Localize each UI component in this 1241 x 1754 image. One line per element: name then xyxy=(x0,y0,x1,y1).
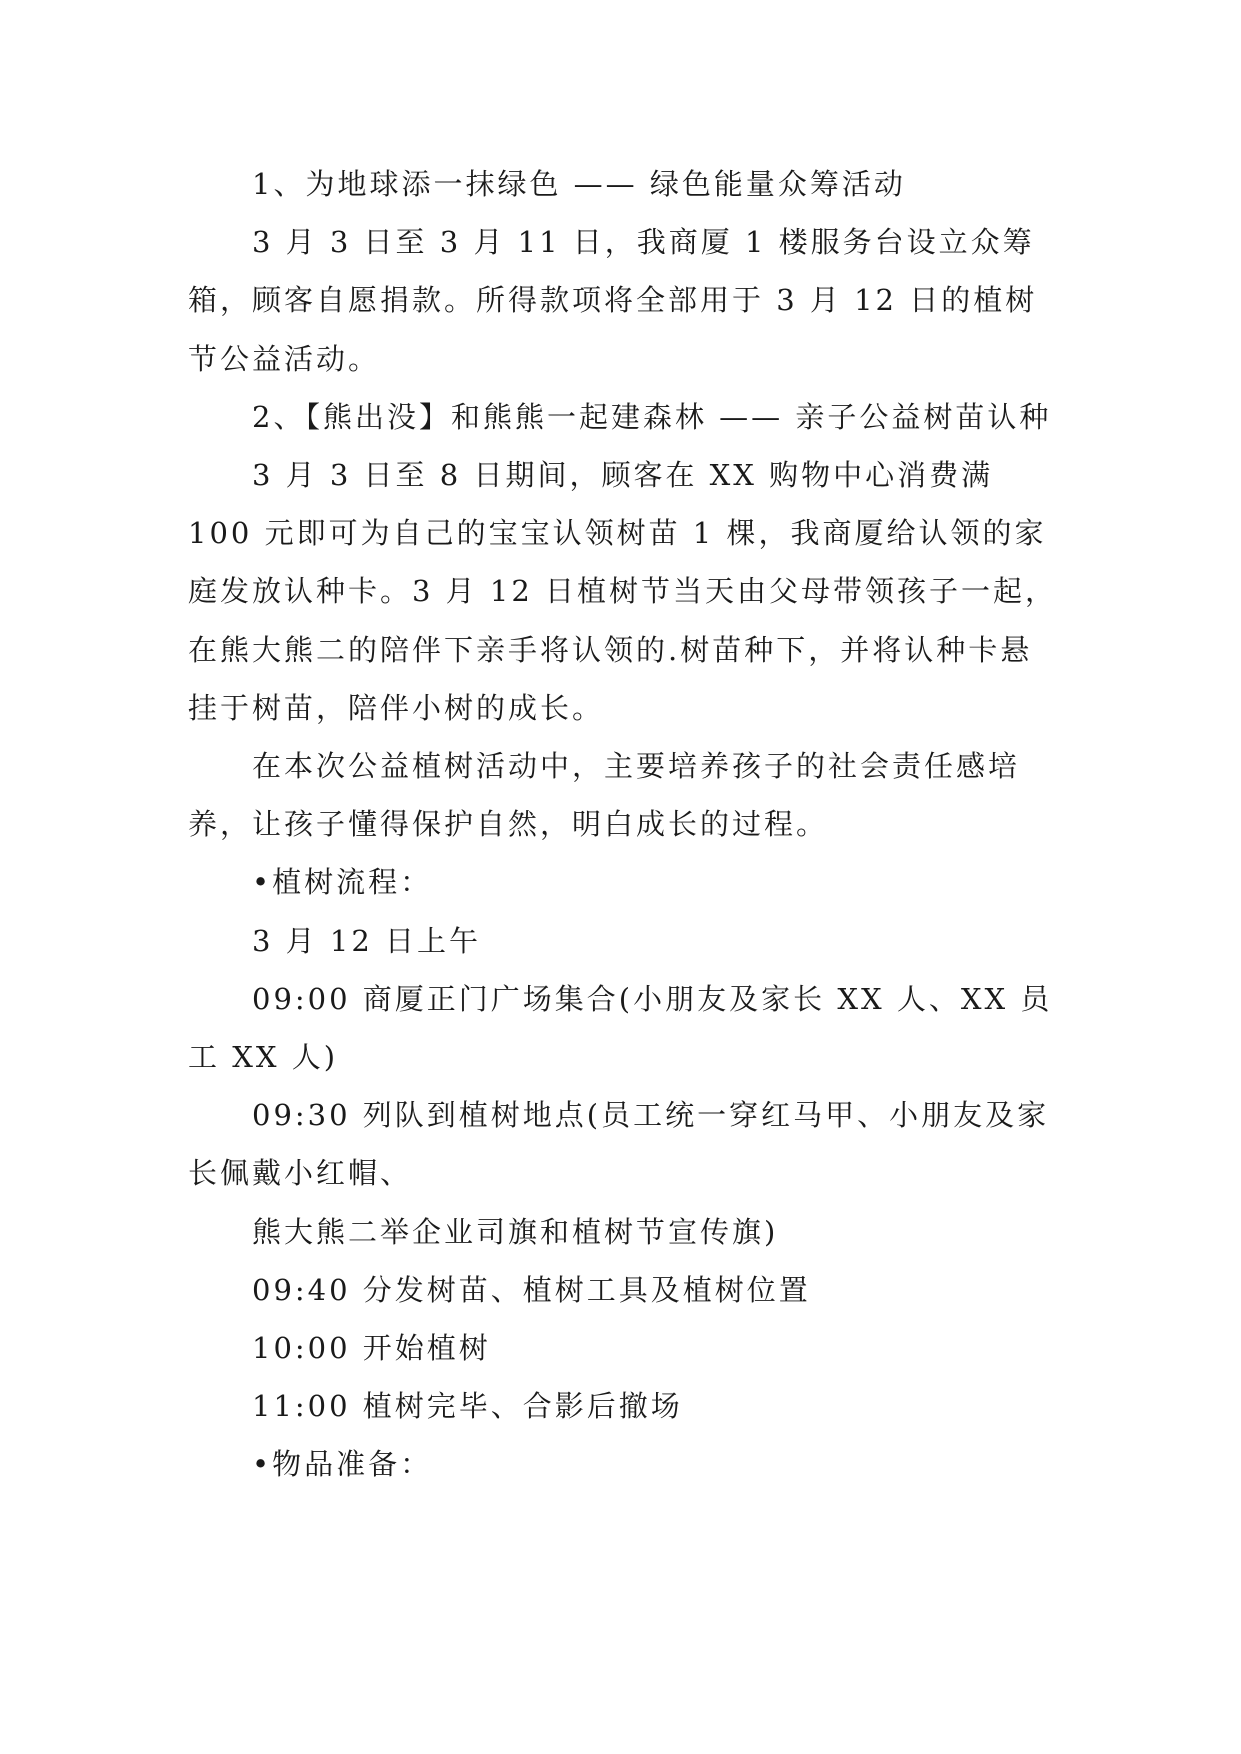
paragraph-crowdfunding: 3 月 3 日至 3 月 11 日，我商厦 1 楼服务台设立众筹箱，顾客自愿捐款。所得款项将全部用于 3 月 12 日的植树节公益活动。 xyxy=(188,225,1038,376)
paragraph-tree-adoption: 3 月 3 日至 8 日期间，顾客在 XX 购物中心消费满 100 元即可为自己的宝宝认领树苗 1 棵，我商厦给认领的家庭发放认种卡。3 月 12 日植树节当天由父母带领孩子一起，在熊大熊二的陪伴下亲手将认领的.树苗种下，并将认种卡悬挂于树苗，陪伴小树的成长。 xyxy=(188,458,1058,725)
schedule-date: 3 月 12 日上午 xyxy=(252,923,482,958)
paragraph-purpose: 在本次公益植树活动中，主要培养孩子的社会责任感培养，让孩子懂得保护自然，明白成长的过程。 xyxy=(188,749,1021,842)
schedule-item-0930-continued: 熊大熊二举企业司旗和植树节宣传旗) xyxy=(252,1214,779,1249)
schedule-item-0940: 09:40 分发树苗、植树工具及植树位置 xyxy=(252,1272,811,1307)
bullet-planting-process: •植树流程： xyxy=(252,865,433,900)
heading-tree-adoption: 2、【熊出没】和熊熊一起建森林 —— 亲子公益树苗认种 xyxy=(252,399,1052,434)
schedule-item-0900: 09:00 商厦正门广场集合(小朋友及家长 XX 人、XX 员工 XX 人) xyxy=(188,981,1053,1075)
document-body xyxy=(188,155,1058,1494)
schedule-item-0930: 09:30 列队到植树地点(员工统一穿红马甲、小朋友及家长佩戴小红帽、 xyxy=(188,1098,1050,1191)
schedule-item-1100: 11:00 植树完毕、合影后撤场 xyxy=(252,1389,683,1424)
schedule-item-1000: 10:00 开始植树 xyxy=(252,1331,491,1366)
bullet-materials: •物品准备： xyxy=(252,1447,433,1482)
heading-crowdfunding: 1、为地球添一抹绿色 —— 绿色能量众筹活动 xyxy=(252,167,906,201)
